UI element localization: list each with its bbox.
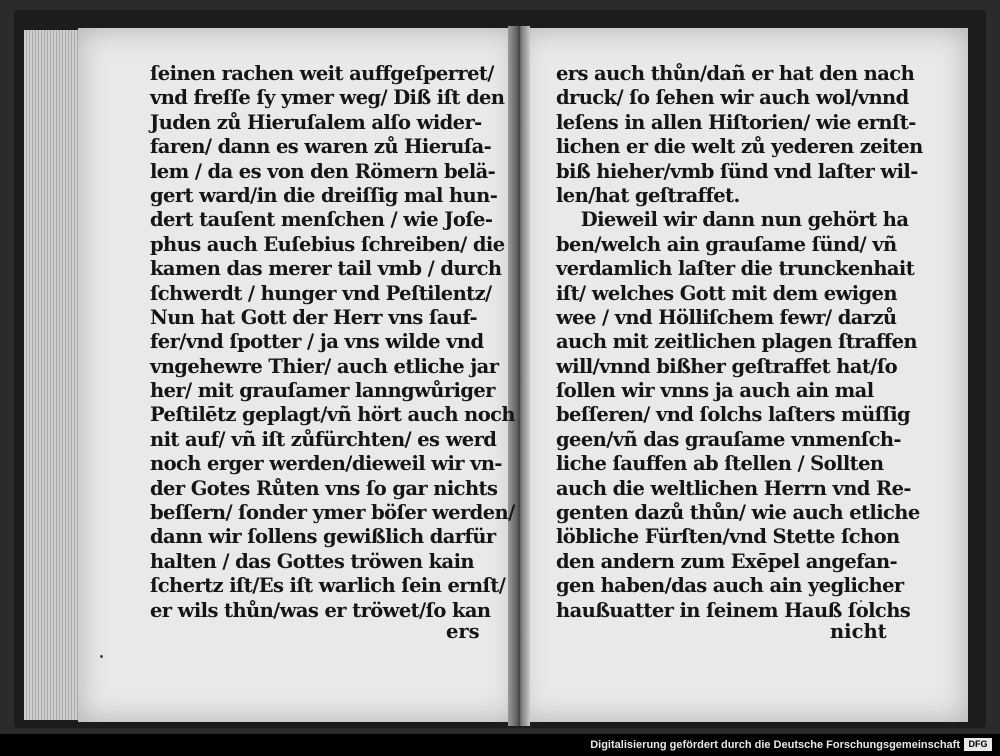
text-line: will/vnnd bißher geſtraffet hat/ſo (556, 354, 898, 378)
text-line: druck/ ſo ſehen wir auch wol/vnnd (556, 86, 909, 110)
text-line: geen/vñ das grauſame vnmenſch- (556, 427, 901, 451)
text-line: nit auf/ vñ iſt zůfürchten/ es werd (150, 427, 497, 451)
right-page-text (556, 62, 923, 623)
text-line: gert ward/in die dreiſſig mal hun- (150, 183, 498, 207)
text-line: er wils thůn/was er tröwet/ſo kan (150, 598, 491, 622)
text-line: noch erger werden/dieweil wir vn- (150, 452, 502, 476)
text-line: biß hieher/vmb ſünd vnd laſter wil- (556, 159, 918, 183)
dfg-logo: DFG (964, 738, 992, 751)
text-line: Nun hat Gott der Herr vns ſauf- (150, 305, 477, 329)
text-line: ſchwerdt / hunger vnd Peſtilentz/ (150, 281, 492, 305)
text-line: haußuatter in ſeinem Hauß ſolchs (556, 598, 911, 622)
text-line: dann wir ſollens gewißlich darfür (150, 525, 496, 549)
text-line: den andern zum Exēpel angefan- (556, 549, 898, 573)
text-line: lichen er die welt zů yederen zeiten (556, 135, 923, 159)
text-line: ſchertz iſt/Es iſt warlich ſein ernſt/ (150, 574, 506, 598)
text-line: lem / da es von den Römern belä- (150, 159, 496, 183)
text-line: vngehewre Thier/ auch etliche jar (150, 354, 499, 378)
text-line: der Gotes Růten vns ſo gar nichts (150, 476, 498, 500)
text-line: iſt/ welches Gott mit dem ewigen (556, 281, 897, 305)
book-page-edges (24, 30, 84, 720)
funding-credit: Digitalisierung gefördert durch die Deutsche Forschungsgemeinschaft (590, 739, 960, 751)
text-line: her/ mit grauſamer lanngwůriger (150, 379, 495, 403)
text-line: halten / das Gottes tröwen kain (150, 549, 474, 573)
left-page-catchword: ers (446, 620, 480, 643)
right-page-catchword: nicht (830, 620, 887, 643)
text-line: faren/ dann es waren zů Hieruſa- (150, 135, 492, 159)
text-line: genten dazů thůn/ wie auch etliche (556, 501, 920, 525)
text-line: ſollen wir vnns ja auch ain mal (556, 379, 874, 403)
text-line: ers auch thůn/dañ er hat den nach (556, 62, 915, 85)
text-line: auch mit zeitlichen plagen ſtraffen (556, 330, 917, 354)
text-line: Juden zů Hieruſalem alſo wider- (150, 110, 482, 134)
text-line: phus auch Euſebius ſchreiben/ die (150, 232, 505, 256)
text-line: beſſern/ ſonder ymer böſer werden/ (150, 501, 515, 525)
text-line: gen haben/das auch ain yeglicher (556, 574, 904, 598)
text-line: Dieweil wir dann nun gehört ha (556, 208, 909, 232)
text-line: len/hat geſtraffet. (556, 183, 740, 207)
footer-bar (0, 734, 1000, 756)
left-page-text (150, 62, 515, 623)
text-line: kamen das merer tail vmb / durch (150, 257, 502, 281)
text-line: ſeinen rachen weit auffgeſperret/ (150, 62, 494, 85)
text-line: beſſeren/ vnd ſolchs laſters müſſig (556, 403, 911, 427)
text-line: vnd freſſe ſy ymer weg/ Diß iſt den (150, 86, 505, 110)
text-line: ben/welch ain grauſame ſünd/ vñ (556, 232, 897, 256)
text-line: wee / vnd Hölliſchem fewr/ darzů (556, 305, 897, 329)
text-line: leſens in allen Hiſtorien/ wie ernſt- (556, 110, 916, 134)
text-line: verdamlich laſter die trunckenhait (556, 257, 915, 281)
text-line: löbliche Fürſten/vnd Stette ſchon (556, 525, 900, 549)
text-line: Peſtilētz geplagt/vñ hört auch noch (150, 403, 515, 427)
text-line: fer/vnd ſpotter / ja vns wilde vnd (150, 330, 484, 354)
text-line: dert tauſent menſchen / wie Joſe- (150, 208, 493, 232)
paper-speck (100, 655, 103, 658)
text-line: auch die weltlichen Herrn vnd Re- (556, 476, 911, 500)
text-line: liche ſauffen ab ſtellen / Sollten (556, 452, 884, 476)
